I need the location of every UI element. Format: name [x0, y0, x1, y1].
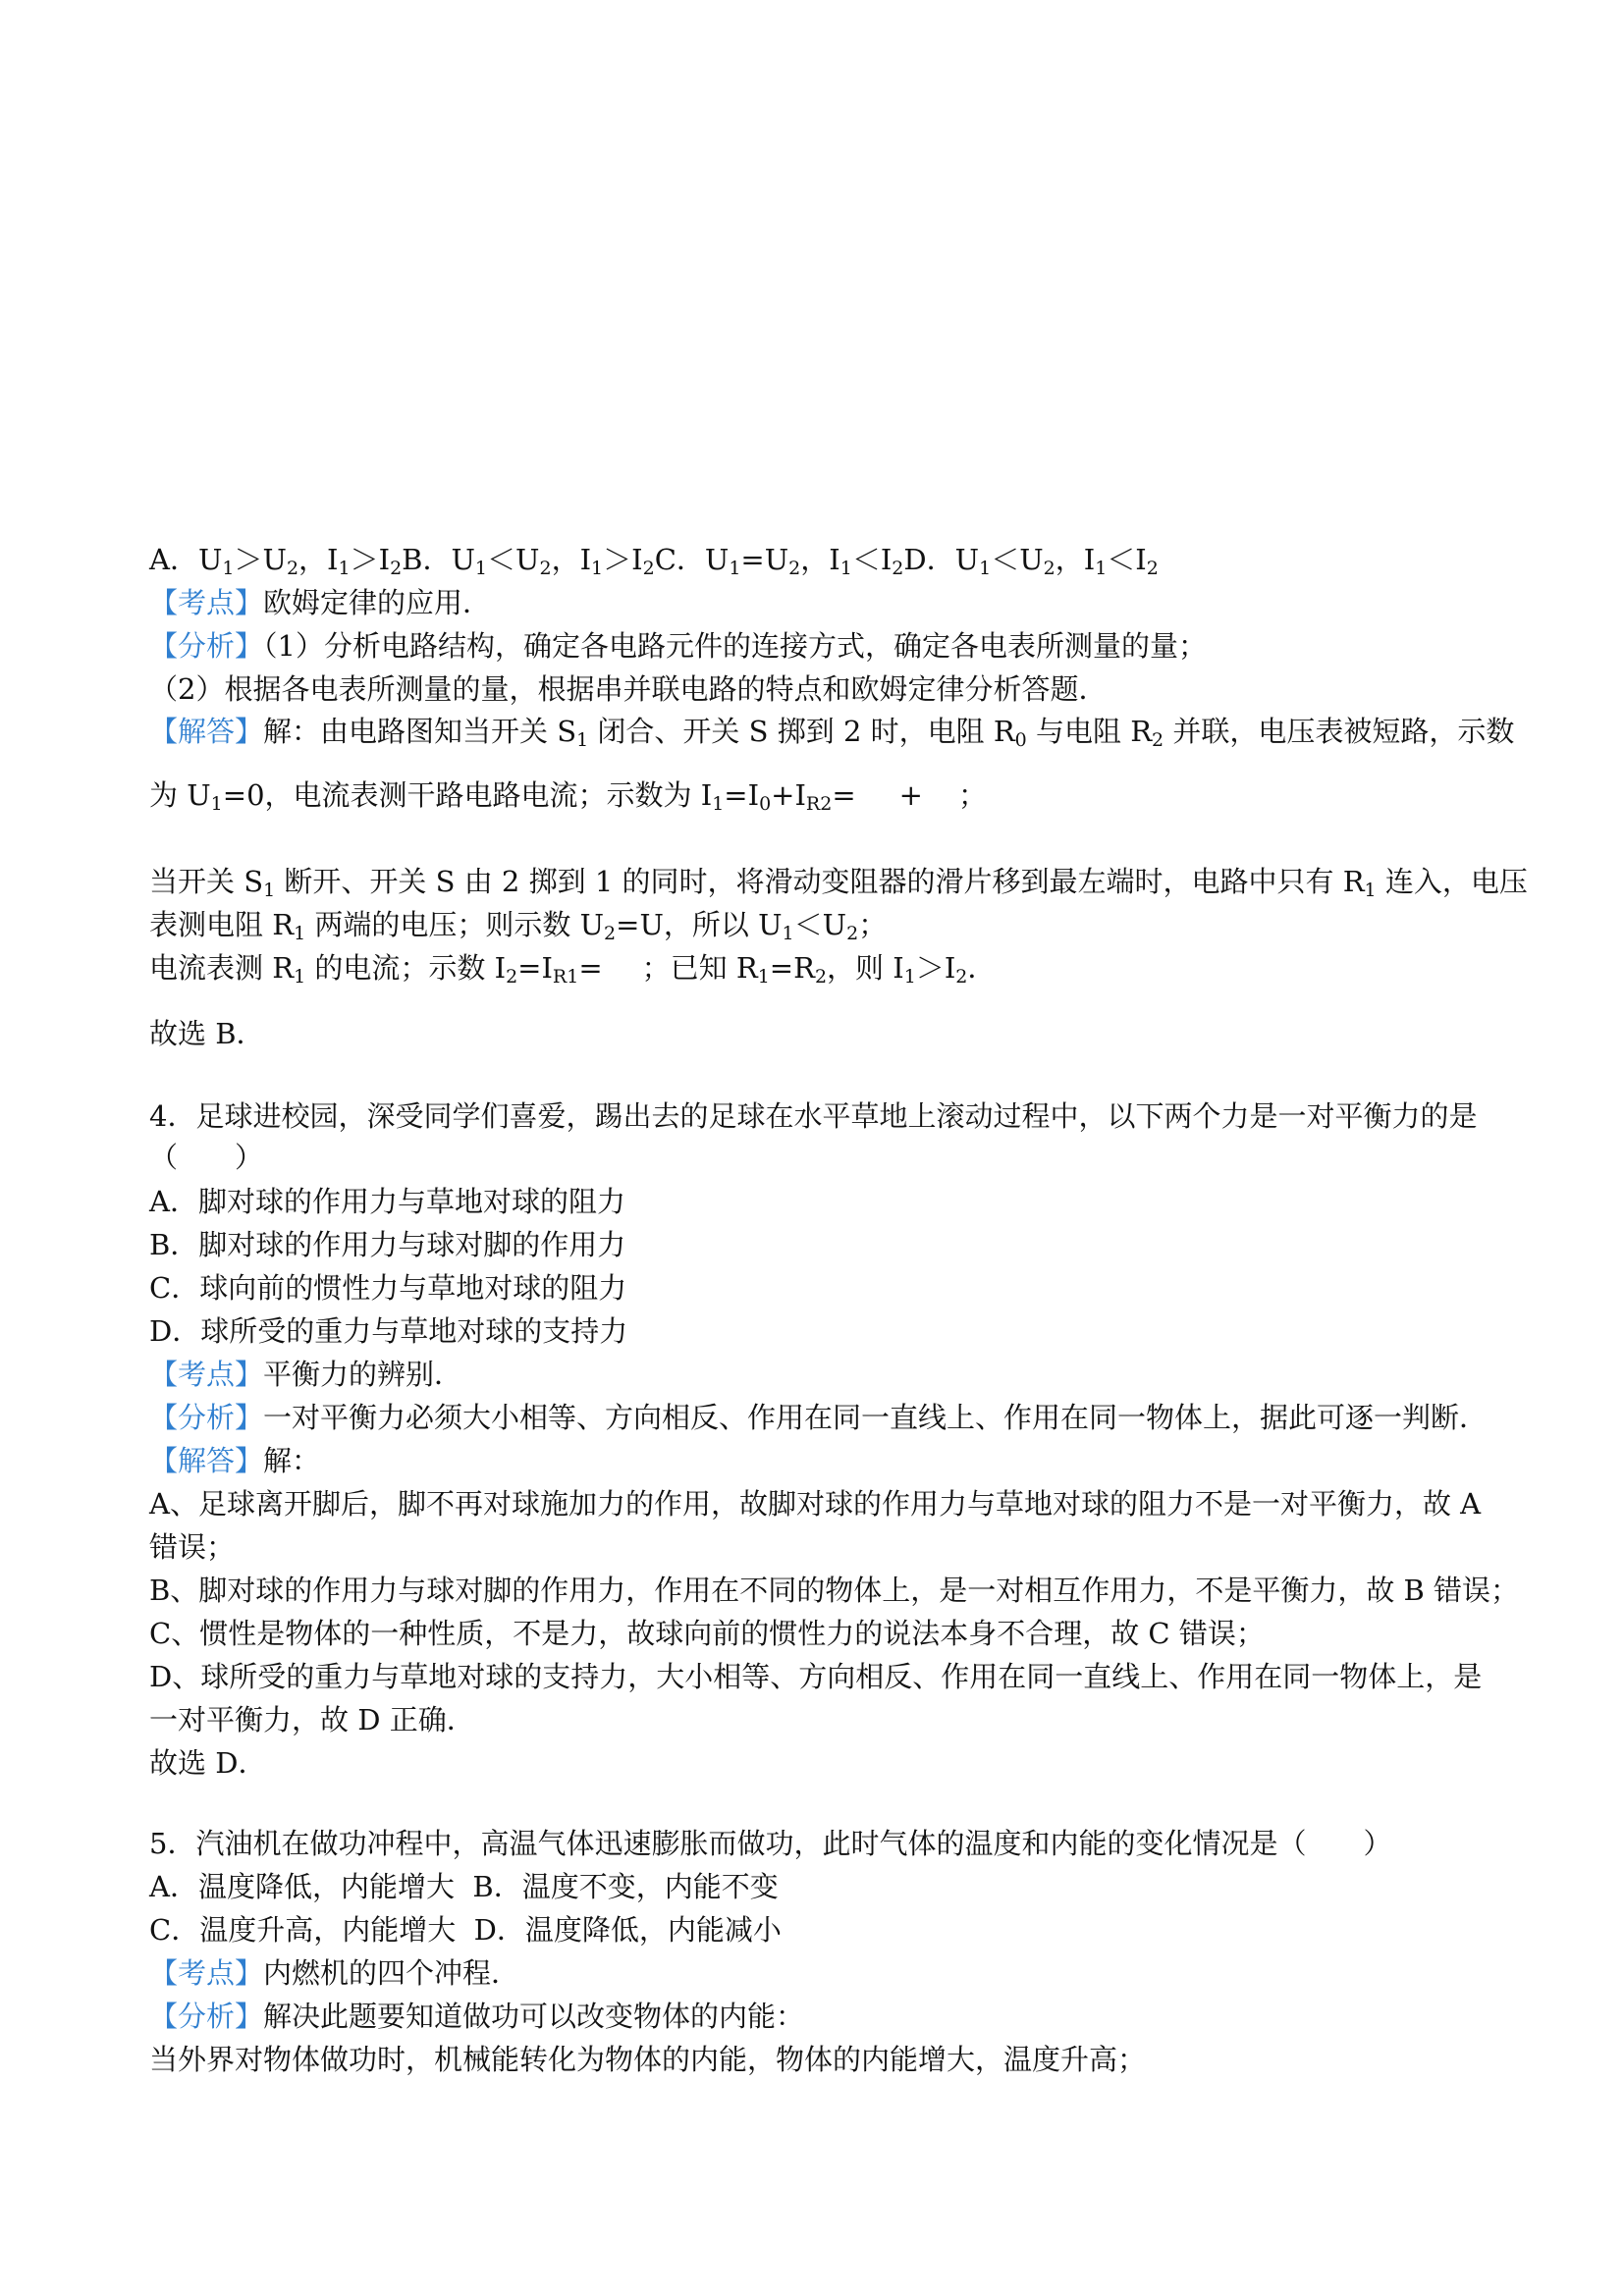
q3-jieda-line-1: 【解答】解：由电路图知当开关 $S_1$ 闭合、开关 S 掷到 2 时，电阻 $R_0$ 与电阻 $R_2$ 并联，电压表被短路，示数: [149, 715, 1515, 751]
q3-kaodian: 【考点】欧姆定律的应用．: [149, 586, 492, 619]
q4-answer-a-2: 错误；: [149, 1530, 236, 1564]
fenxi-tag: 【分析】: [149, 629, 264, 663]
q3-jieda-line-3: 当开关 $S_1$ 断开、开关 S 由 2 掷到 1 的同时，将滑动变阻器的滑片移到最左端时，电路中只有 $R_1$ 连入，电压: [149, 865, 1528, 901]
q3-jieda-line-5: 电流表测 $R_1$ 的电流；示数 $I_2=I_{R1}=$ ；已知 $R_1=R_2$，则 $I_1>I_2$．: [149, 951, 997, 988]
fenxi-tag: 【分析】: [149, 2000, 264, 2033]
q3-fenxi-1: 【分析】（1）分析电路结构，确定各电路元件的连接方式，确定各电表所测量的量；: [149, 629, 1207, 663]
q4-option-b: B．脚对球的作用力与球对脚的作用力: [149, 1228, 626, 1261]
q4-kaodian: 【考点】平衡力的辨别．: [149, 1358, 463, 1391]
q4-answer-c: C、惯性是物体的一种性质，不是力，故球向前的惯性力的说法本身不合理，故 C 错误；: [149, 1617, 1265, 1650]
q5-kaodian: 【考点】内燃机的四个冲程．: [149, 1956, 520, 1990]
q4-option-a: A．脚对球的作用力与草地对球的阻力: [149, 1185, 625, 1218]
jieda-tag: 【解答】: [149, 1444, 264, 1477]
q4-fenxi: 【分析】一对平衡力必须大小相等、方向相反、作用在同一直线上、作用在同一物体上，据此可逐一判断．: [149, 1401, 1489, 1434]
q5-options-ab: A．温度降低，内能增大 B．温度不变，内能不变: [149, 1870, 779, 1903]
q4-answer-a-1: A、足球离开脚后，脚不再对球施加力的作用，故脚对球的作用力与草地对球的阻力不是一对平衡力，故 A: [149, 1487, 1482, 1521]
jieda-tag: 【解答】: [149, 715, 264, 748]
kaodian-tag: 【考点】: [149, 1358, 264, 1391]
q4-answer-d-1: D、球所受的重力与草地对球的支持力，大小相等、方向相反、作用在同一直线上、作用在同一物体上，是: [149, 1660, 1483, 1693]
q4-stem-1: 4．足球进校园，深受同学们喜爱，踢出去的足球在水平草地上滚动过程中，以下两个力是一对平衡力的是: [149, 1099, 1478, 1133]
q5-stem: 5．汽油机在做功冲程中，高温气体迅速膨胀而做功，此时气体的温度和内能的变化情况是（ ）: [149, 1827, 1392, 1860]
q3-conclusion: 故选 B．: [149, 1017, 265, 1050]
kaodian-tag: 【考点】: [149, 1956, 264, 1990]
q4-answer-d-2: 一对平衡力，故 D 正确．: [149, 1703, 475, 1736]
q3-jieda-line-2: 为 $U_1=0$，电流表测干路电路电流；示数为 $I_1=I_0+I_{R2}=$ + ；: [149, 778, 987, 815]
q4-conclusion: 故选 D．: [149, 1746, 267, 1780]
q3-fenxi-2: （2）根据各电表所测量的量，根据串并联电路的特点和欧姆定律分析答题．: [149, 672, 1108, 706]
q4-answer-b: B、脚对球的作用力与球对脚的作用力，作用在不同的物体上，是一对相互作用力，不是平衡力，故 B 错误；: [149, 1574, 1520, 1607]
q3-options: A．$U_1>U_2$，$I_1>I_2B$．$U_1<U_2$，$I_1>I_2C$．$U_1=U_2$，$I_1<I_2D$．$U_1<U_2$，$I_1<I_2$: [149, 543, 1159, 579]
q5-fenxi-1: 【分析】解决此题要知道做功可以改变物体的内能：: [149, 2000, 805, 2033]
q5-options-cd: C．温度升高，内能增大 D．温度降低，内能减小: [149, 1913, 782, 1947]
q4-jieda: 【解答】解：: [149, 1444, 321, 1477]
q4-option-c: C．球向前的惯性力与草地对球的阻力: [149, 1271, 627, 1305]
q3-jieda-line-4: 表测电阻 $R_1$ 两端的电压；则示数 $U_2=U$，所以 $U_1<U_2$；: [149, 908, 888, 944]
q4-option-d: D．球所受的重力与草地对球的支持力: [149, 1314, 628, 1348]
q5-fenxi-2: 当外界对物体做功时，机械能转化为物体的内能，物体的内能增大，温度升高；: [149, 2043, 1147, 2076]
kaodian-tag: 【考点】: [149, 586, 264, 619]
q4-stem-2: （ ）: [149, 1141, 264, 1174]
fenxi-tag: 【分析】: [149, 1401, 264, 1434]
